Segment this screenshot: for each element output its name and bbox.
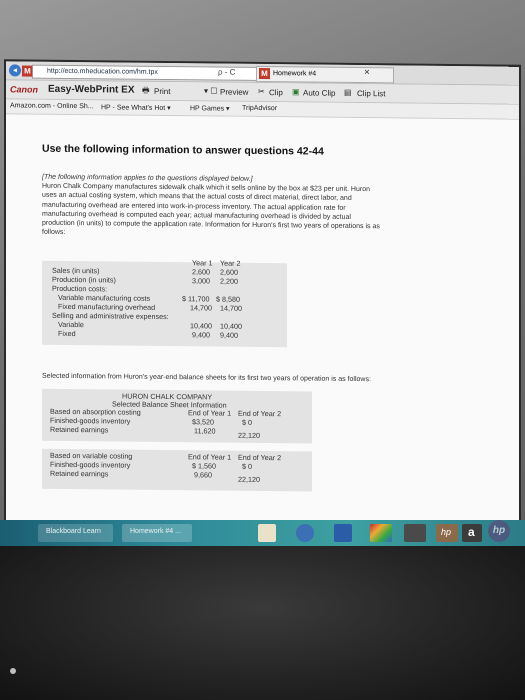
color-app-taskbar-icon[interactable] — [370, 524, 392, 542]
preview-button[interactable]: Preview — [220, 87, 249, 97]
preview-icon: ▾ ☐ — [204, 86, 218, 96]
row-y2: 14,700 — [220, 303, 242, 313]
taskbar-item-label: Blackboard Learn — [46, 528, 101, 535]
favorite-hp-whats-hot[interactable]: HP - See What's Hot ▾ — [101, 104, 171, 113]
absorption-col1: End of Year 1 — [188, 408, 232, 418]
col-year2-header: Year 2 — [220, 258, 241, 268]
paragraph-line: manufacturing overhead is computed each year; actual manufacturing overhead is divided by actual — [42, 210, 351, 221]
row-y1: 9,400 — [192, 330, 210, 340]
balance-sheet-intro: Selected information from Huron's year-end balance sheets for its first two years of operation is as follows: — [42, 372, 371, 384]
row-label: Fixed — [58, 328, 76, 339]
page-title: Use the following information to answer questions 42-44 — [42, 142, 324, 158]
laptop-screen — [6, 61, 519, 526]
row-y1: 10,400 — [190, 321, 212, 331]
clip-icon: ✂ — [258, 86, 265, 97]
variable-col2: End of Year 2 — [238, 452, 282, 463]
row-y2: $ 8,580 — [216, 294, 240, 304]
amazon-taskbar-label: a — [468, 525, 475, 539]
clip-list-icon: ▤ — [344, 87, 352, 97]
pinned-app-taskbar-icon[interactable] — [404, 524, 426, 542]
row-label: Fixed manufacturing overhead — [58, 301, 156, 312]
row-v1: 9,660 — [194, 470, 212, 480]
row-y2: 2,200 — [220, 276, 238, 286]
hp-taskbar-icon[interactable] — [436, 524, 458, 542]
balance-sheet-table — [42, 389, 342, 512]
paragraph-line: uses an actual costing system, which means that the actual costs of direct material, direct labor, and — [42, 192, 352, 203]
favorite-hp-games[interactable]: HP Games ▾ — [190, 105, 230, 113]
row-v1: 11,620 — [194, 426, 216, 436]
search-refresh-icons[interactable]: ρ - C — [218, 67, 236, 77]
explorer-taskbar-icon[interactable] — [258, 524, 276, 542]
taskbar-item-blackboard[interactable] — [38, 524, 113, 542]
page-content — [6, 114, 519, 526]
problem-paragraph — [42, 173, 437, 242]
paragraph-line: Huron Chalk Company manufactures sidewalk chalk which it sells online by the box at $23 per unit. Huron — [42, 182, 371, 194]
row-label: Finished-goods inventory — [50, 459, 131, 470]
paragraph-line: production (in units) to compute the application rate. Information for Huron's first two years of operations is as — [42, 219, 380, 231]
windows-taskbar — [0, 520, 525, 546]
tab-homework[interactable] — [256, 66, 394, 83]
row-label: Sales (in units) — [52, 265, 100, 276]
hp-taskbar-label: hp — [441, 527, 452, 537]
operations-table — [42, 257, 292, 352]
row-y2: 10,400 — [220, 321, 242, 331]
row-label: Retained earnings — [50, 468, 109, 479]
auto-clip-button[interactable]: Auto Clip — [303, 88, 336, 98]
paragraph-line: manufacturing overhead are entered into work-in-process inventory. The actual application rate for — [42, 201, 346, 212]
row-y2: 2,600 — [220, 267, 238, 277]
variable-col1: End of Year 1 — [188, 452, 232, 462]
back-button[interactable]: ◂ — [9, 64, 21, 76]
row-y1: 3,000 — [192, 276, 210, 286]
address-bar[interactable]: http://ecto.mheducation.com/hm.tpx — [32, 65, 268, 81]
row-label: Production (in units) — [52, 274, 116, 285]
chrome-taskbar-icon[interactable] — [296, 524, 314, 542]
row-v2: $ 0 — [242, 461, 252, 471]
laptop-bezel — [0, 546, 525, 700]
close-icon[interactable]: × — [364, 67, 370, 79]
paragraph-line: follows: — [42, 228, 66, 237]
word-taskbar-icon[interactable] — [334, 524, 352, 542]
site-favicon-icon: M — [22, 65, 33, 76]
row-v2: 22,120 — [238, 430, 260, 440]
row-v1: $3,520 — [192, 417, 214, 427]
taskbar-item-homework[interactable] — [122, 524, 192, 542]
row-y1: $ 11,700 — [182, 294, 210, 304]
absorption-col2: End of Year 2 — [238, 408, 282, 419]
variable-label: Based on variable costing — [50, 450, 133, 461]
favorite-tripadvisor[interactable]: TripAdvisor — [242, 104, 278, 113]
company-name: HURON CHALK COMPANY — [122, 391, 213, 402]
row-label: Finished-goods inventory — [50, 415, 131, 426]
row-v2: $ 0 — [242, 417, 252, 427]
tab-title: Homework #4 — [273, 70, 317, 78]
taskbar-item-label: Homework #4 ... — [130, 528, 181, 535]
absorption-label: Based on absorption costing — [50, 406, 141, 417]
row-y2: 9,400 — [220, 330, 238, 340]
row-label: Variable — [58, 319, 84, 330]
tab-favicon-icon: M — [259, 68, 270, 79]
col-year1-header: Year 1 — [192, 258, 213, 268]
auto-clip-icon: ▣ — [292, 87, 300, 97]
row-label: Production costs: — [52, 283, 108, 294]
amazon-taskbar-icon[interactable] — [462, 524, 482, 542]
row-y1: 14,700 — [190, 303, 212, 313]
row-v1: $ 1,560 — [192, 461, 216, 471]
canon-logo: Canon — [10, 84, 38, 95]
row-label: Variable manufacturing costs — [58, 292, 151, 303]
paragraph-intro: [The following information applies to the questions displayed below.] — [42, 173, 253, 183]
camera-light-icon — [10, 668, 16, 674]
clip-button[interactable]: Clip — [269, 88, 283, 98]
row-v2: 22,120 — [238, 474, 260, 484]
easy-webprint-label[interactable]: Easy-WebPrint EX — [48, 83, 135, 96]
hp-logo-icon: hp — [488, 520, 510, 542]
print-button[interactable]: Print — [154, 86, 171, 97]
print-icon: 🖶 — [142, 85, 150, 95]
row-label: Retained earnings — [50, 424, 109, 435]
balance-sheet-subtitle: Selected Balance Sheet Information — [112, 399, 227, 410]
row-label: Selling and administrative expenses: — [52, 310, 169, 322]
row-y1: 2,600 — [192, 267, 210, 277]
clip-list-button[interactable]: Clip List — [357, 88, 386, 99]
favorite-amazon[interactable]: Amazon.com - Online Sh... — [10, 102, 94, 111]
